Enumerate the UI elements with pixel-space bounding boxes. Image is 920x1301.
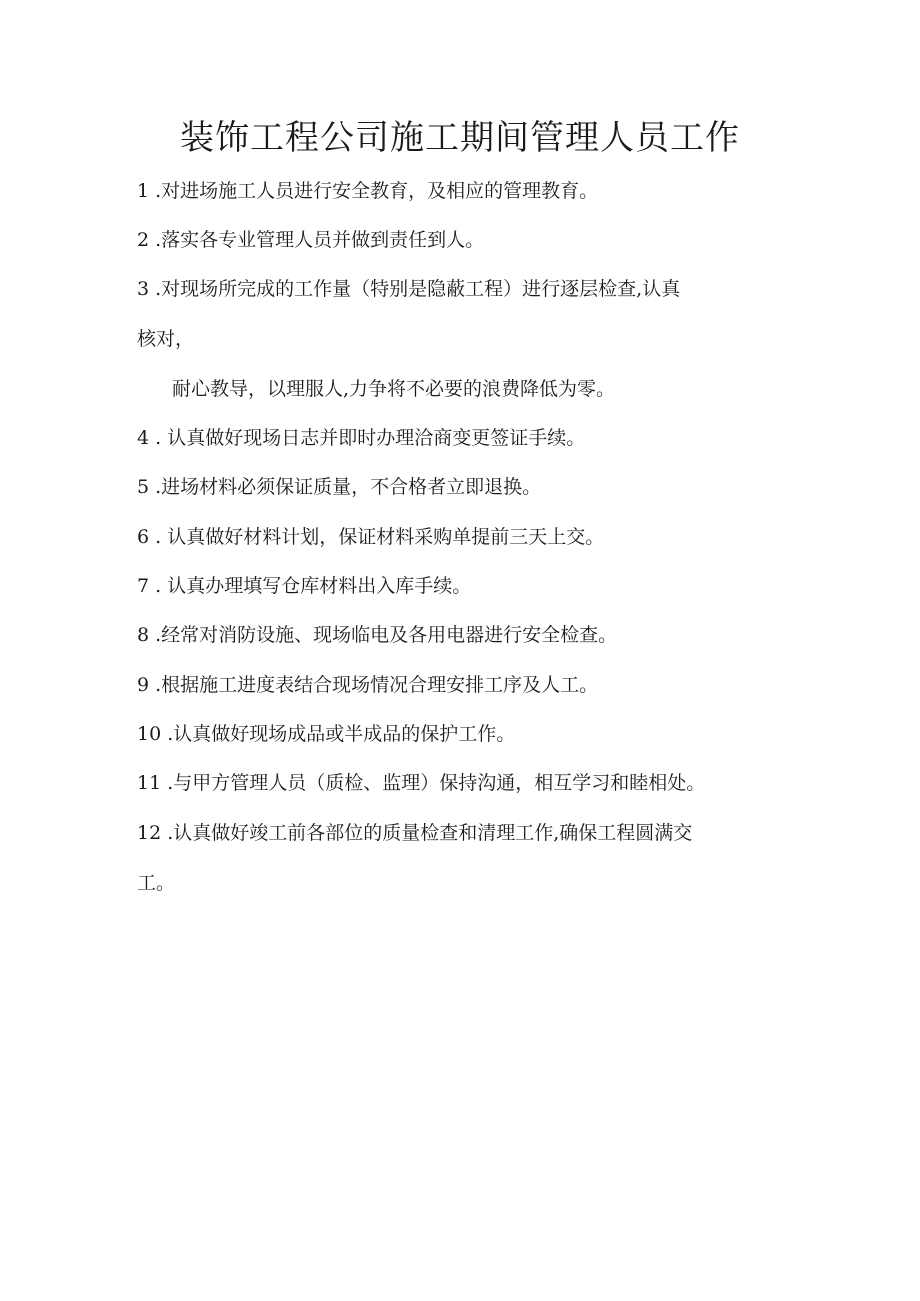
item-6 bbox=[137, 524, 604, 550]
item-text: .经常对消防设施、现场临电及各用电器进行安全检查。 bbox=[149, 624, 618, 646]
item-number: 11 bbox=[137, 772, 162, 794]
item-text: . 认真办理填写仓库材料出入库手续。 bbox=[149, 575, 472, 597]
item-number: 9 bbox=[137, 674, 150, 696]
page-title: 装饰工程公司施工期间管理人员工作 bbox=[180, 118, 740, 158]
item-text: 耐心教导，以理服人,力争将不必要的浪费降低为零。 bbox=[172, 378, 616, 400]
item-3 bbox=[137, 276, 680, 302]
item-text: . 认真做好材料计划，保证材料采购单提前三天上交。 bbox=[149, 526, 605, 548]
item-8 bbox=[137, 622, 617, 648]
item-text: .认真做好现场成品或半成品的保护工作。 bbox=[161, 723, 516, 745]
item-text: .认真做好竣工前各部位的质量检查和清理工作,确保工程圆满交 bbox=[161, 822, 693, 844]
item-text: 核对， bbox=[137, 328, 195, 350]
item-12 bbox=[137, 820, 692, 846]
item-number: 7 bbox=[137, 575, 150, 597]
item-7 bbox=[137, 573, 471, 599]
item-number: 6 bbox=[137, 526, 150, 548]
item-3-continuation bbox=[137, 326, 194, 352]
item-text: .进场材料必须保证质量，不合格者立即退换。 bbox=[149, 476, 542, 498]
item-4 bbox=[137, 425, 585, 451]
item-number: 10 bbox=[137, 723, 162, 745]
item-1 bbox=[137, 178, 598, 204]
item-2 bbox=[137, 227, 484, 253]
item-number: 2 bbox=[137, 229, 150, 251]
item-text: .对进场施工人员进行安全教育，及相应的管理教育。 bbox=[149, 180, 599, 202]
item-12-continuation bbox=[137, 870, 175, 896]
item-10 bbox=[137, 721, 515, 747]
item-text: . 认真做好现场日志并即时办理洽商变更签证手续。 bbox=[149, 427, 586, 449]
item-text: .根据施工进度表结合现场情况合理安排工序及人工。 bbox=[149, 674, 599, 696]
item-number: 4 bbox=[137, 427, 150, 449]
item-number: 1 bbox=[137, 180, 150, 202]
item-number: 12 bbox=[137, 822, 162, 844]
item-text: .对现场所完成的工作量（特别是隐蔽工程）进行逐层检查,认真 bbox=[149, 278, 681, 300]
item-3-indented-line bbox=[172, 376, 615, 402]
item-5 bbox=[137, 474, 541, 500]
item-number: 3 bbox=[137, 278, 150, 300]
item-9 bbox=[137, 672, 598, 698]
item-number: 5 bbox=[137, 476, 150, 498]
item-text: .落实各专业管理人员并做到责任到人。 bbox=[149, 229, 485, 251]
item-text: 工。 bbox=[137, 872, 176, 894]
item-number: 8 bbox=[137, 624, 150, 646]
item-text: .与甲方管理人员（质检、监理）保持沟通，相互学习和睦相处。 bbox=[161, 772, 706, 794]
item-11 bbox=[137, 770, 705, 796]
